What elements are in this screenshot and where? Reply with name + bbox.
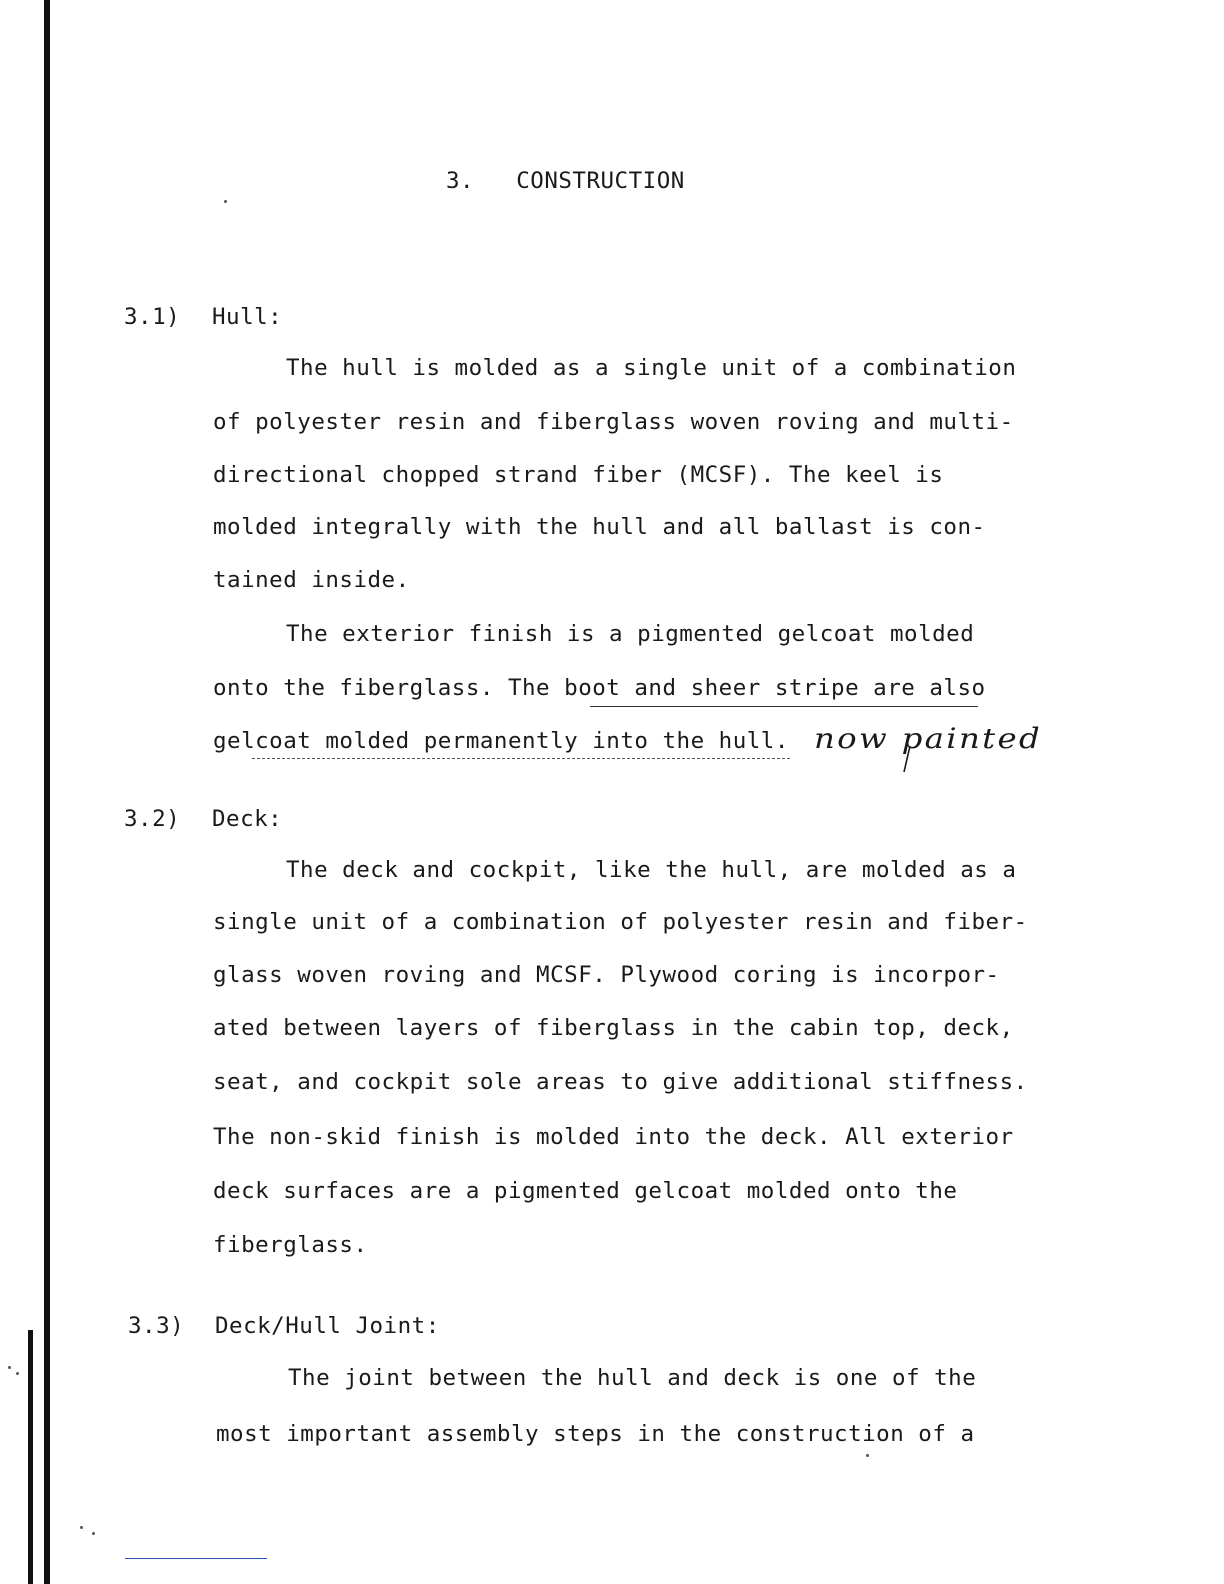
- paragraph-line: fiberglass.: [213, 1232, 368, 1258]
- pen-underline: [590, 706, 978, 707]
- handwritten-annotation: [812, 722, 1060, 774]
- paragraph-line: glass woven roving and MCSF. Plywood coring is incorpor-: [213, 962, 1000, 988]
- scan-speck: [92, 1532, 95, 1535]
- subsection-heading: Hull:: [212, 304, 283, 330]
- subsection-heading: Deck/Hull Joint:: [215, 1313, 440, 1339]
- scan-speck: [16, 1372, 19, 1375]
- scan-speck: [80, 1526, 83, 1529]
- paragraph-line: single unit of a combination of polyester resin and fiber-: [213, 909, 1028, 935]
- scan-speck: [224, 200, 227, 203]
- subsection-number: 3.1): [124, 304, 181, 330]
- section-title: CONSTRUCTION: [516, 168, 685, 194]
- paragraph-line: molded integrally with the hull and all ballast is con-: [213, 514, 986, 540]
- binding-edge-line: [44, 0, 50, 1584]
- paragraph-line: deck surfaces are a pigmented gelcoat molded onto the: [213, 1178, 958, 1204]
- subsection-number: 3.3): [128, 1313, 185, 1339]
- paragraph-line: most important assembly steps in the construction of a: [216, 1421, 975, 1447]
- pen-underline-dashed: [252, 758, 790, 759]
- subsection-heading: Deck:: [212, 806, 283, 832]
- paragraph-line: The non-skid finish is molded into the deck. All exterior: [213, 1124, 1014, 1150]
- paragraph-line: gelcoat molded permanently into the hull.: [213, 728, 789, 754]
- paragraph-line: The joint between the hull and deck is one of the: [288, 1365, 977, 1391]
- section-number: 3.: [446, 168, 475, 194]
- handwritten-note-text: now painted: [814, 722, 1042, 755]
- scan-speck: [8, 1366, 11, 1369]
- footnote-rule: [125, 1558, 267, 1559]
- paragraph-line: ated between layers of fiberglass in the cabin top, deck,: [213, 1015, 1014, 1041]
- paragraph-line: The exterior finish is a pigmented gelcoat molded: [286, 621, 975, 647]
- paragraph-line: tained inside.: [213, 567, 410, 593]
- paragraph-line: directional chopped strand fiber (MCSF). The keel is: [213, 462, 944, 488]
- section-heading: [446, 168, 685, 194]
- paragraph-line: of polyester resin and fiberglass woven roving and multi-: [213, 409, 1014, 435]
- paragraph-line: The hull is molded as a single unit of a combination: [286, 355, 1017, 381]
- paragraph-line: seat, and cockpit sole areas to give additional stiffness.: [213, 1069, 1028, 1095]
- subsection-number: 3.2): [124, 806, 181, 832]
- paragraph-line: onto the fiberglass. The boot and sheer stripe are also: [213, 675, 986, 701]
- binding-edge-line-lower: [28, 1330, 33, 1584]
- paragraph-line: The deck and cockpit, like the hull, are molded as a: [286, 857, 1017, 883]
- scan-speck: [866, 1454, 869, 1457]
